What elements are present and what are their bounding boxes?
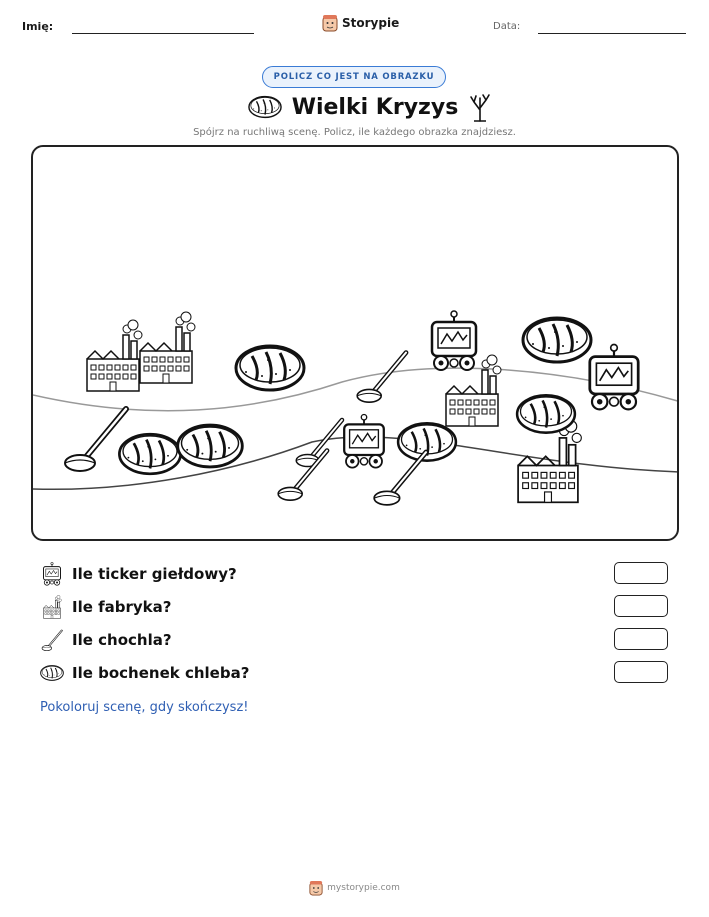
question-text: Ile bochenek chleba? bbox=[72, 664, 250, 682]
stock-ticker-icon bbox=[40, 562, 64, 586]
question-row bbox=[40, 626, 670, 654]
page-title-row bbox=[200, 90, 540, 124]
bread-loaf-icon bbox=[178, 425, 243, 467]
question-row bbox=[40, 593, 670, 621]
date-field[interactable] bbox=[538, 33, 686, 34]
question-text: Ile fabryka? bbox=[72, 598, 172, 616]
factory-icon bbox=[87, 320, 142, 391]
footer-url[interactable]: mystorypie.com bbox=[327, 883, 400, 893]
brand-name: Storypie bbox=[342, 16, 400, 30]
page-title: Wielki Kryzys bbox=[291, 94, 459, 120]
bread-loaf-icon bbox=[119, 434, 180, 474]
bread-loaf-icon bbox=[248, 94, 282, 120]
factory-icon bbox=[40, 595, 64, 619]
stock-ticker-icon bbox=[432, 311, 476, 370]
bread-loaf-icon bbox=[517, 395, 575, 432]
instructions-subtitle: Spójrz na ruchliwą scenę. Policz, ile każdego obrazka znajdziesz. bbox=[193, 127, 516, 138]
footer bbox=[0, 880, 709, 896]
ladle-icon bbox=[357, 353, 406, 403]
storypie-logo-icon bbox=[322, 14, 338, 32]
stock-ticker-icon bbox=[344, 415, 384, 468]
bread-loaf-icon bbox=[398, 423, 456, 460]
bare-tree-icon bbox=[468, 92, 492, 122]
stock-ticker-icon bbox=[590, 345, 638, 410]
answer-box[interactable] bbox=[614, 595, 668, 617]
date-label: Data: bbox=[493, 21, 521, 32]
ladle-icon bbox=[65, 409, 126, 471]
activity-type-badge: POLICZ CO JEST NA OBRAZKU bbox=[262, 66, 446, 88]
ladle-icon bbox=[40, 628, 64, 652]
question-row bbox=[40, 560, 670, 588]
answer-box[interactable] bbox=[614, 661, 668, 683]
coloring-instruction: Pokoloruj scenę, gdy skończysz! bbox=[40, 700, 249, 715]
question-row bbox=[40, 659, 670, 687]
bread-loaf-icon bbox=[236, 346, 304, 390]
factory-icon bbox=[140, 312, 195, 383]
bread-loaf-icon bbox=[40, 661, 64, 685]
name-field[interactable] bbox=[72, 33, 254, 34]
answer-box[interactable] bbox=[614, 628, 668, 650]
question-text: Ile ticker giełdowy? bbox=[72, 565, 237, 583]
scene-drawing bbox=[33, 147, 679, 541]
question-text: Ile chochla? bbox=[72, 631, 172, 649]
answer-box[interactable] bbox=[614, 562, 668, 584]
brand-logo bbox=[322, 14, 399, 32]
bread-loaf-icon bbox=[523, 318, 591, 362]
storypie-logo-icon bbox=[309, 880, 323, 896]
name-label: Imię: bbox=[22, 20, 54, 33]
picture-scene bbox=[31, 145, 679, 541]
